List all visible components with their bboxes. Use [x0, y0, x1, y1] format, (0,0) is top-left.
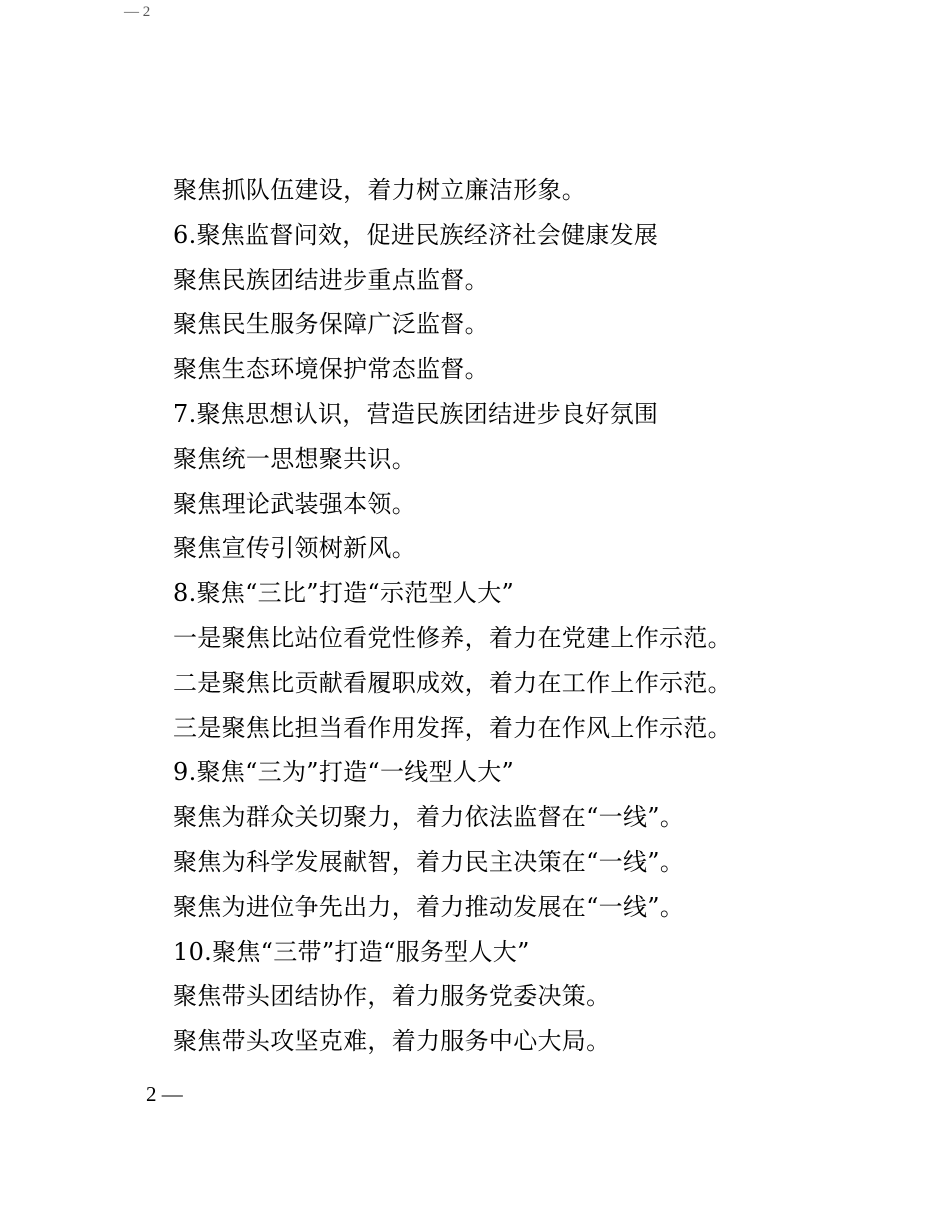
text-line: 聚焦带头攻坚克难，着力服务中心大局。 [173, 1027, 611, 1056]
text-line: 聚焦民生服务保障广泛监督。 [173, 310, 489, 339]
text-line: 聚焦抓队伍建设，着力树立廉洁形象。 [173, 176, 587, 204]
section-heading-9: 9.聚焦“三为”打造“一线型人大” [173, 758, 515, 787]
section-heading-7: 7.聚焦思想认识，营造民族团结进步良好氛围 [173, 399, 659, 428]
text-line: 聚焦宣传引领树新风。 [173, 534, 416, 563]
text-line: 聚焦为科学发展献智，着力民主决策在“一线”。 [173, 847, 685, 876]
document-body [173, 168, 893, 1064]
section-heading-8: 8.聚焦“三比”打造“示范型人大” [173, 579, 515, 608]
text-line: 一是聚焦比站位看党性修养，着力在党建上作示范。 [173, 623, 732, 652]
text-line: 聚焦统一思想聚共识。 [173, 444, 416, 473]
text-line: 二是聚焦比贡献看履职成效，着力在工作上作示范。 [173, 668, 732, 697]
text-line: 聚焦为进位争先出力，着力推动发展在“一线”。 [173, 892, 685, 921]
page-number-header: — 2 [124, 4, 151, 20]
text-line: 三是聚焦比担当看作用发挥，着力在作风上作示范。 [173, 713, 732, 742]
text-line: 聚焦为群众关切聚力，着力依法监督在“一线”。 [173, 803, 685, 832]
text-line: 聚焦理论武装强本领。 [173, 489, 416, 518]
text-line: 聚焦带头团结协作，着力服务党委决策。 [173, 982, 611, 1011]
section-heading-10: 10.聚焦“三带”打造“服务型人大” [173, 937, 530, 966]
section-heading-6: 6.聚焦监督问效，促进民族经济社会健康发展 [173, 220, 659, 249]
page-number-footer: 2 — [146, 1082, 183, 1106]
text-line: 聚焦民族团结进步重点监督。 [173, 265, 489, 294]
text-line: 聚焦生态环境保护常态监督。 [173, 355, 489, 384]
